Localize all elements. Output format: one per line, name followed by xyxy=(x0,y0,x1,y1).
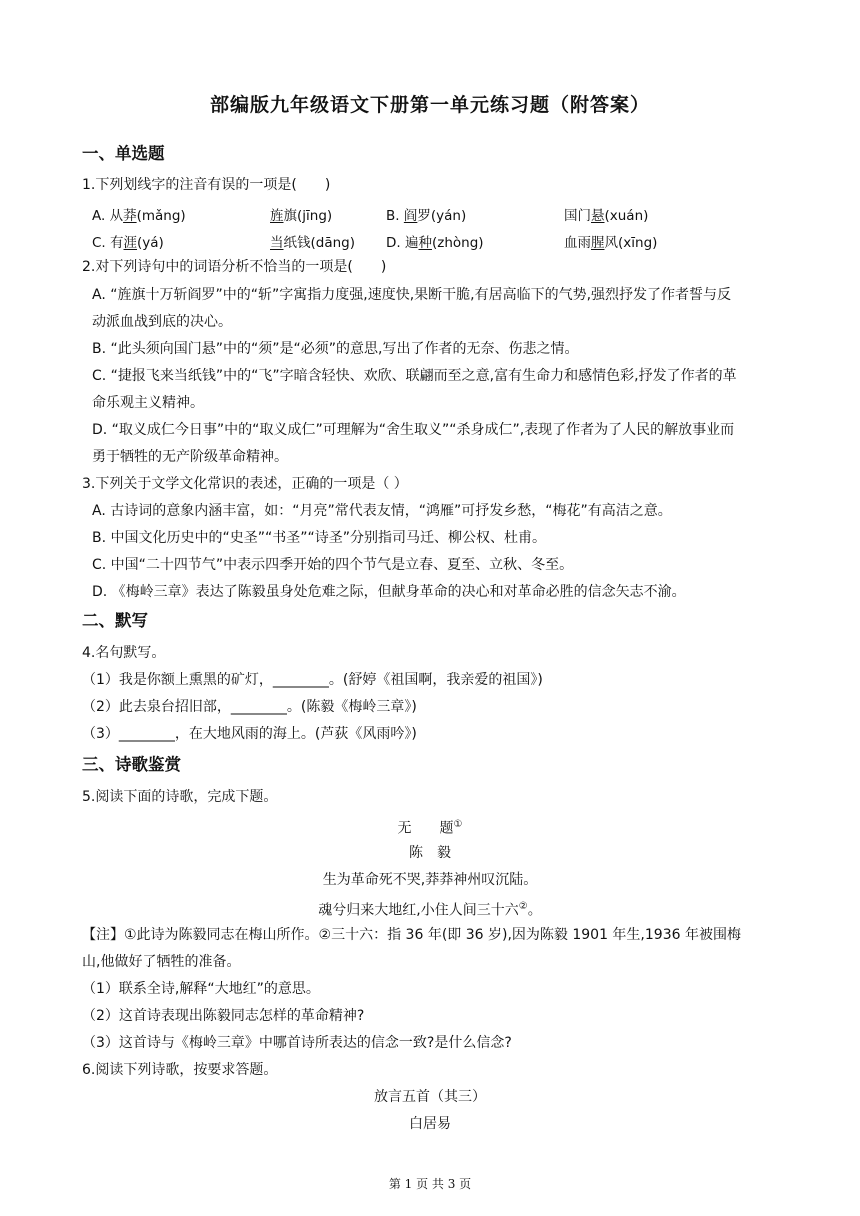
q1-option-b: B. 阎罗(yán) xyxy=(386,208,467,224)
section-heading-poetry: 三、诗歌鉴赏 xyxy=(82,755,181,774)
question-6-stem: 6.阅读下列诗歌，按要求答题。 xyxy=(82,1062,278,1078)
underlined-char: 莽 xyxy=(123,208,137,224)
q1-option-d-2: 血雨腥风(xīng) xyxy=(564,235,658,251)
q5-subquestion-1: （1）联系全诗,解释“大地红”的意思。 xyxy=(82,981,320,997)
q1-option-c-2: 当纸钱(dāng) xyxy=(270,235,356,251)
poem-title: 无 题① xyxy=(397,819,463,837)
q2-option-c-line-2: 命乐观主义精神。 xyxy=(92,395,204,411)
footnote-mark: ② xyxy=(518,901,528,912)
question-3-stem: 3.下列关于文学文化常识的表述，正确的一项是（ ） xyxy=(82,476,408,492)
underlined-char: 腥 xyxy=(591,235,605,251)
q2-option-c-line-1: C. “捷报飞来当纸钱”中的“飞”字暗含轻快、欢欣、联翩而至之意,富有生命力和感情色彩,抒发了作者的革 xyxy=(92,368,737,384)
q3-option-d: D. 《梅岭三章》表达了陈毅虽身处危难之际，但献身革命的决心和对革命必胜的信念矢志不渝。 xyxy=(92,584,686,600)
q2-option-d-line-2: 勇于牺牲的无产阶级革命精神。 xyxy=(92,449,288,465)
q1-option-c: C. 有涯(yá) xyxy=(92,235,164,251)
q3-option-b: B. 中国文化历史中的“史圣”“书圣”“诗圣”分别指司马迁、柳公权、杜甫。 xyxy=(92,530,547,546)
poem-verse-2: 魂兮归来大地红,小住人间三十六②。 xyxy=(318,901,542,919)
poem-verse-1: 生为革命死不哭,莽莽神州叹沉陆。 xyxy=(322,872,538,888)
q4-item-2: （2）此去泉台招旧部，________。(陈毅《梅岭三章》) xyxy=(82,699,417,715)
question-2-stem: 2.对下列诗句中的词语分析不恰当的一项是( ) xyxy=(82,259,387,275)
section-heading-dictation: 二、默写 xyxy=(82,611,148,630)
q2-option-a-line-1: A. “旌旗十万斩阎罗”中的“斩”字寓指力度强,速度快,果断干脆,有居高临下的气势,强烈抒发了作者誓与反 xyxy=(92,287,732,303)
underlined-char: 悬 xyxy=(591,208,605,224)
q5-subquestion-3: （3）这首诗与《梅岭三章》中哪首诗所表达的信念一致?是什么信念? xyxy=(82,1035,512,1051)
q2-option-a-line-2: 动派血战到底的决心。 xyxy=(92,314,232,330)
q5-subquestion-2: （2）这首诗表现出陈毅同志怎样的革命精神? xyxy=(82,1008,365,1024)
poem-author: 陈 毅 xyxy=(409,845,451,861)
section-heading-single-choice: 一、单选题 xyxy=(82,144,165,163)
underlined-char: 种 xyxy=(418,235,432,251)
q3-option-a: A. 古诗词的意象内涵丰富，如：“月亮”常代表友情，“鸿雁”可抒发乡愁，“梅花”有高洁之意。 xyxy=(92,503,672,519)
underlined-char: 阎 xyxy=(403,208,418,224)
underlined-char: 当 xyxy=(270,235,284,251)
poem-note-line-2: 山,他做好了牺牲的准备。 xyxy=(82,954,241,970)
poem-title-2: 放言五首（其三） xyxy=(374,1089,486,1105)
footnote-mark: ① xyxy=(453,819,463,830)
question-5-stem: 5.阅读下面的诗歌，完成下题。 xyxy=(82,789,278,805)
q2-option-d-line-1: D. “取义成仁今日事”中的“取义成仁”可理解为“舍生取义”“杀身成仁”,表现了作者为了人民的解放事业而 xyxy=(92,422,735,438)
q1-option-b-2: 国门悬(xuán) xyxy=(564,208,649,224)
poem-note-line-1: 【注】①此诗为陈毅同志在梅山所作。②三十六：指 36 年(即 36 岁),因为陈毅 1901 年生,1936 年被围梅 xyxy=(82,927,741,943)
question-4-stem: 4.名句默写。 xyxy=(82,645,166,661)
q4-item-1: （1）我是你额上熏黑的矿灯，________。(舒婷《祖国啊，我亲爱的祖国》) xyxy=(82,672,543,688)
q2-option-b: B. “此头须向国门悬”中的“须”是“必须”的意思,写出了作者的无奈、伤悲之情。 xyxy=(92,341,579,357)
q3-option-c: C. 中国“二十四节气”中表示四季开始的四个节气是立春、夏至、立秋、冬至。 xyxy=(92,557,574,573)
q1-option-a: A. 从莽(mǎng) xyxy=(92,208,186,224)
page-footer: 第 1 页 共 3 页 xyxy=(388,1177,472,1191)
q1-option-a-2: 旌旗(jīng) xyxy=(270,208,333,224)
underlined-char: 旌 xyxy=(270,208,284,224)
page-title: 部编版九年级语文下册第一单元练习题（附答案） xyxy=(209,94,650,116)
q4-item-3: （3）________，在大地风雨的海上。(芦荻《风雨吟》) xyxy=(82,726,417,742)
q1-option-d: D. 遍种(zhòng) xyxy=(386,235,484,251)
underlined-char: 涯 xyxy=(123,235,138,251)
question-1-stem: 1.下列划线字的注音有误的一项是( ) xyxy=(82,177,331,193)
poem-author-2: 白居易 xyxy=(409,1116,451,1132)
